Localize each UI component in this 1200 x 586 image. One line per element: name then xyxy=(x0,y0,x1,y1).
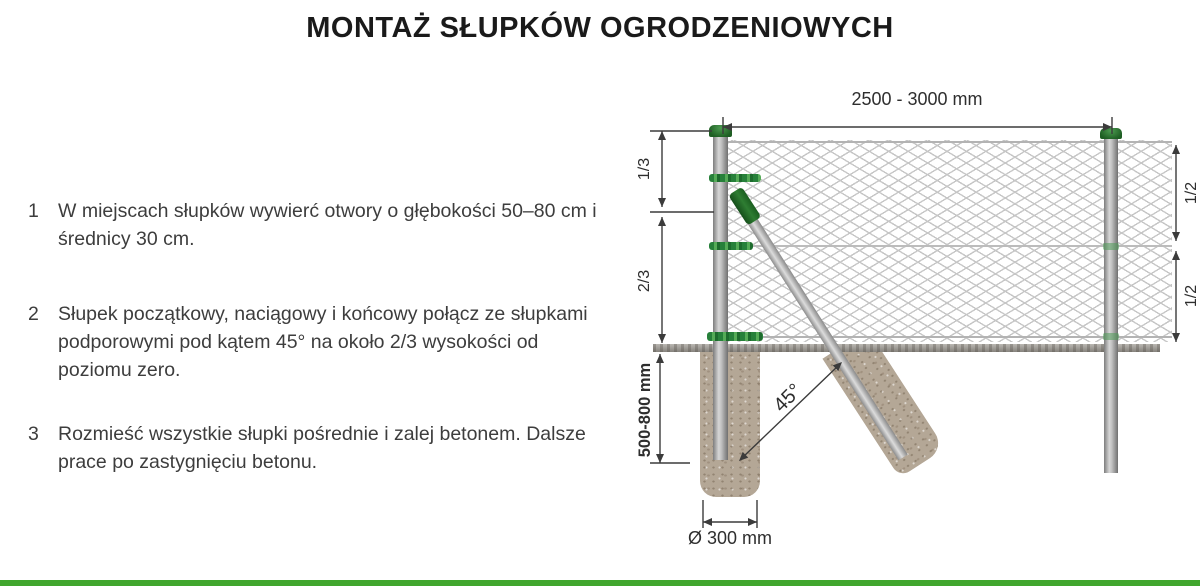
dim-hole-diameter-label: Ø 300 mm xyxy=(687,528,773,548)
instruction-number: 1 xyxy=(28,200,39,222)
dim-angle-label: 45° xyxy=(769,379,807,417)
dim-right-upper-half-label: 1/2 xyxy=(1183,181,1200,205)
dim-lower-third-label: 2/3 xyxy=(636,269,653,293)
dim-right-lower-half-label: 1/2 xyxy=(1183,284,1200,308)
instruction-text: Słupek początkowy, naciągowy i końcowy połącz ze słupkami podporowymi pod kątem 45° na około 2/3 wysokości od poziomu zero. xyxy=(58,303,588,381)
instruction-text: W miejscach słupków wywierć otwory o głębokości 50–80 cm i średnicy 30 cm. xyxy=(58,200,597,250)
dim-post-spacing-label: 2500 - 3000 mm xyxy=(851,89,983,109)
dim-upper-third-label: 1/3 xyxy=(636,157,653,181)
instruction-number: 2 xyxy=(28,303,39,325)
instruction-text: Rozmieść wszystkie słupki pośrednie i zalej betonem. Dalsze prace po zastygnięciu betonu. xyxy=(58,423,586,473)
dim-depth-label: 500-800 mm xyxy=(636,362,654,458)
footer-accent-bar xyxy=(0,580,1200,586)
instruction-number: 3 xyxy=(28,423,39,445)
page-title: MONTAŻ SŁUPKÓW OGRODZENIOWYCH xyxy=(306,12,894,44)
